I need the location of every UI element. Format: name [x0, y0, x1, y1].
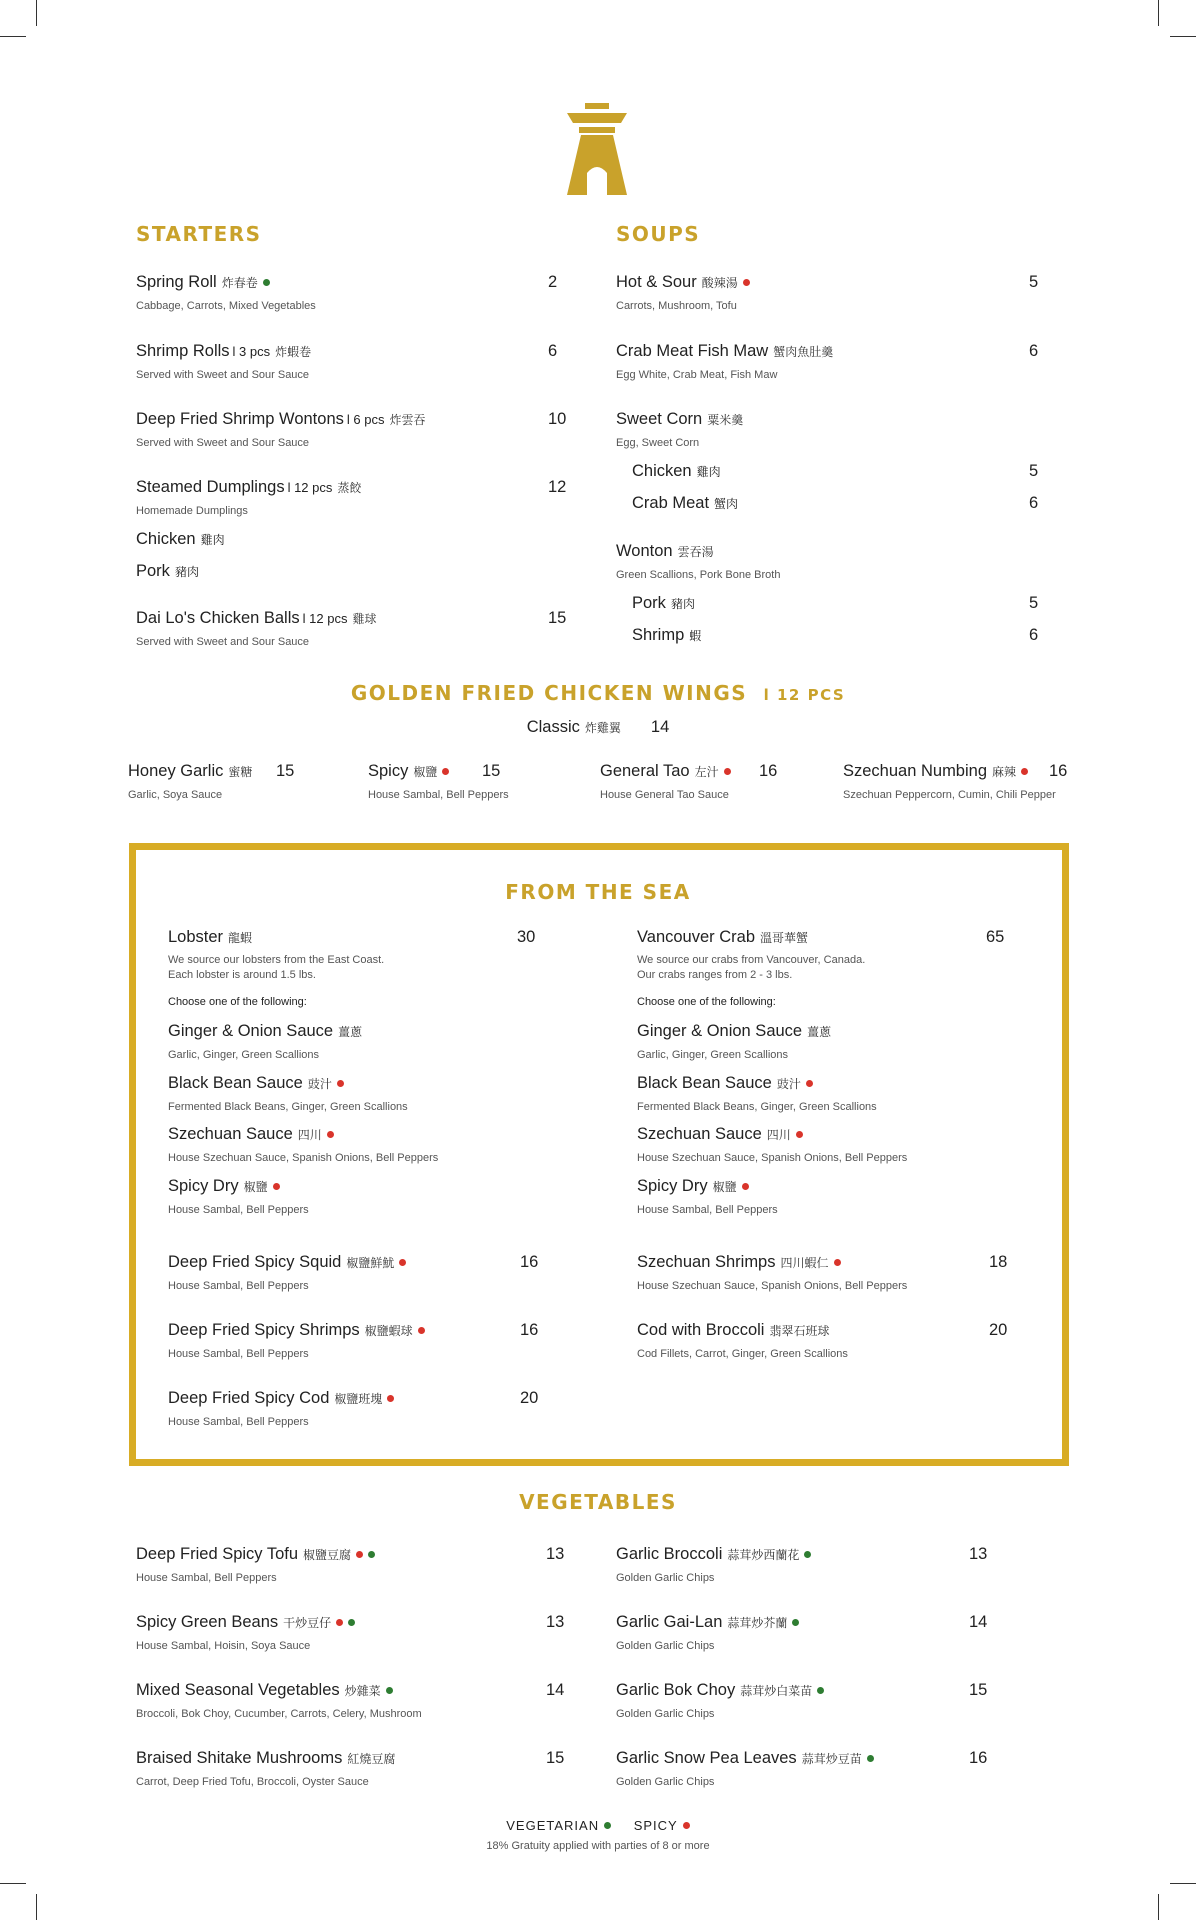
menu-item — [168, 1176, 309, 1217]
item-name: Shrimp Rolls — [136, 342, 230, 360]
menu-item — [136, 1680, 422, 1721]
vegetarian-dot-icon — [804, 1551, 811, 1558]
option-chinese-name: 雞肉 — [696, 465, 721, 479]
menu-item — [616, 1612, 799, 1653]
crop-mark — [1170, 1883, 1196, 1884]
menu-item — [136, 1612, 355, 1653]
item-chinese-name: 蒜茸炒西蘭花 — [727, 1548, 800, 1562]
item-price: 20 — [989, 1321, 1008, 1339]
item-price: 14 — [969, 1613, 988, 1631]
item-description: Fermented Black Beans, Ginger, Green Scallions — [637, 1101, 877, 1113]
item-description: House Sambal, Bell Peppers — [168, 1280, 309, 1292]
crop-mark — [0, 1883, 26, 1884]
item-name: Szechuan Sauce — [637, 1125, 762, 1143]
wings-pieces: l 12 PCS — [763, 686, 846, 704]
item-chinese-name: 麻辣 — [992, 765, 1017, 779]
item-price: 10 — [548, 410, 567, 428]
item-description: House Szechuan Sauce, Spanish Onions, Bell Peppers — [637, 1280, 908, 1292]
item-name-line — [136, 1612, 355, 1633]
item-chinese-name: 椒鹽 — [712, 1180, 737, 1194]
menu-item — [168, 1252, 406, 1293]
item-name-line — [616, 1612, 799, 1633]
menu-item — [637, 1073, 877, 1114]
item-name: Wonton — [616, 542, 673, 560]
item-price: 6 — [1029, 342, 1039, 360]
item-name: Ginger & Onion Sauce — [637, 1022, 803, 1040]
item-chinese-name: 炒雜菜 — [344, 1684, 381, 1698]
item-chinese-name: 干炒豆仔 — [283, 1616, 332, 1630]
item-chinese-name: 薑蔥 — [807, 1025, 832, 1039]
item-name: Garlic Snow Pea Leaves — [616, 1749, 797, 1767]
menu-item — [637, 1252, 907, 1293]
item-description: Cod Fillets, Carrot, Ginger, Green Scallions — [637, 1348, 848, 1360]
vegetarian-dot-icon — [867, 1755, 874, 1762]
item-name-line — [168, 1124, 438, 1145]
item-name-line — [637, 1073, 877, 1094]
spicy-dot-icon — [834, 1259, 841, 1266]
item-pieces: l 6 pcs — [346, 412, 385, 427]
menu-item — [616, 1680, 824, 1721]
item-chinese-name: 雞球 — [352, 612, 377, 626]
item-description: Garlic, Soya Sauce — [128, 789, 223, 801]
item-chinese-name: 溫哥華蟹 — [760, 931, 809, 945]
wings-heading — [0, 681, 1196, 705]
crop-mark — [1158, 0, 1159, 26]
item-description: House General Tao Sauce — [600, 789, 729, 801]
item-chinese-name: 蟹肉魚肚羹 — [773, 345, 834, 359]
item-price: 6 — [548, 342, 558, 360]
item-name: General Tao — [600, 762, 690, 780]
menu-item — [136, 409, 425, 450]
item-name-line — [168, 1320, 425, 1341]
item-name-line — [136, 1748, 395, 1769]
item-price: 16 — [520, 1253, 539, 1271]
option-price: 5 — [1029, 594, 1039, 612]
spicy-dot-icon — [743, 279, 750, 286]
item-name-line — [637, 1252, 907, 1273]
item-description: House Sambal, Bell Peppers — [136, 1572, 277, 1584]
spicy-dot-icon — [418, 1327, 425, 1334]
item-description: Golden Garlic Chips — [616, 1776, 715, 1788]
item-name-line — [168, 1388, 394, 1409]
menu-item — [616, 341, 833, 382]
item-description: House Sambal, Bell Peppers — [168, 1348, 309, 1360]
spicy-dot-icon — [724, 768, 731, 775]
starters-heading: STARTERS — [136, 222, 262, 246]
item-name: Honey Garlic — [128, 762, 224, 780]
menu-item — [616, 409, 743, 450]
item-chinese-name: 蒸餃 — [337, 481, 362, 495]
option-name-line — [632, 625, 701, 646]
option-name-line — [632, 461, 721, 482]
menu-item — [136, 272, 316, 313]
item-description: Our crabs ranges from 2 - 3 lbs. — [637, 969, 793, 981]
menu-item — [168, 1320, 425, 1361]
item-chinese-name: 四川 — [766, 1128, 791, 1142]
item-description: Fermented Black Beans, Ginger, Green Scallions — [168, 1101, 408, 1113]
item-description: Egg, Sweet Corn — [616, 437, 700, 449]
menu-item — [128, 761, 252, 802]
vegetarian-dot-icon — [368, 1551, 375, 1558]
item-name-line — [637, 927, 865, 948]
wings-classic — [0, 717, 1196, 738]
item-chinese-name: 炸春卷 — [221, 276, 258, 290]
item-price: 12 — [548, 478, 567, 496]
soups-heading: SOUPS — [616, 222, 701, 246]
legend — [0, 1818, 1196, 1833]
item-name-line — [168, 1252, 406, 1273]
item-description: House Sambal, Bell Peppers — [168, 1416, 309, 1428]
item-price: 13 — [546, 1545, 565, 1563]
item-name: Vancouver Crab — [637, 928, 756, 946]
item-price: 16 — [1049, 762, 1068, 780]
item-name: Braised Shitake Mushrooms — [136, 1749, 343, 1767]
menu-item — [616, 1544, 811, 1585]
crop-mark — [36, 1894, 37, 1920]
item-chinese-name: 椒鹽班塊 — [334, 1392, 383, 1406]
item-description: Szechuan Peppercorn, Cumin, Chili Pepper — [843, 789, 1056, 801]
gratuity-note: 18% Gratuity applied with parties of 8 or more — [486, 1840, 710, 1852]
vegetarian-dot-icon — [792, 1619, 799, 1626]
vegetarian-dot-icon — [386, 1687, 393, 1694]
item-price: 20 — [520, 1389, 539, 1407]
item-description: Cabbage, Carrots, Mixed Vegetables — [136, 300, 316, 312]
item-name-line — [136, 608, 376, 629]
spicy-dot-icon — [742, 1183, 749, 1190]
item-name: Sweet Corn — [616, 410, 703, 428]
item-price: 16 — [520, 1321, 539, 1339]
spicy-dot-icon — [806, 1080, 813, 1087]
item-chinese-name: 紅燒豆腐 — [347, 1752, 396, 1766]
item-name-line — [136, 409, 425, 430]
legend-spicy: SPICY — [633, 1818, 678, 1833]
item-description: Broccoli, Bok Choy, Cucumber, Carrots, Celery, Mushroom — [136, 1708, 422, 1720]
item-description: Served with Sweet and Sour Sauce — [136, 369, 310, 381]
item-pieces: l 3 pcs — [232, 344, 271, 359]
option-chinese-name: 雞肉 — [200, 533, 225, 547]
item-name: Szechuan Numbing — [843, 762, 988, 780]
item-price: 13 — [969, 1545, 988, 1563]
item-description: House Szechuan Sauce, Spanish Onions, Bell Peppers — [168, 1152, 439, 1164]
spicy-dot-icon — [1021, 768, 1028, 775]
spicy-dot-icon — [387, 1395, 394, 1402]
spicy-dot-icon — [327, 1131, 334, 1138]
item-description: House Sambal, Hoisin, Soya Sauce — [136, 1640, 311, 1652]
item-description: Carrot, Deep Fried Tofu, Broccoli, Oyster Sauce — [136, 1776, 369, 1788]
item-price: 15 — [276, 762, 295, 780]
menu-item — [843, 761, 1056, 802]
option-price: 6 — [1029, 626, 1039, 644]
item-chinese-name: 蒜茸炒芥蘭 — [727, 1616, 788, 1630]
item-name: Crab Meat Fish Maw — [616, 342, 769, 360]
item-name: Deep Fried Spicy Cod — [168, 1389, 330, 1407]
sea-heading: FROM THE SEA — [505, 880, 691, 904]
item-description: Garlic, Ginger, Green Scallions — [637, 1049, 789, 1061]
item-name-line — [637, 1124, 907, 1145]
menu-item — [168, 1021, 362, 1062]
spicy-dot-icon — [796, 1131, 803, 1138]
option-name: Pork — [136, 562, 170, 580]
crop-mark — [36, 0, 37, 26]
item-name-line — [616, 541, 780, 562]
item-chinese-name: 四川蝦仁 — [780, 1256, 829, 1270]
menu-item — [637, 1124, 907, 1165]
menu-item — [136, 1544, 375, 1585]
item-chinese-name: 四川 — [297, 1128, 322, 1142]
item-chinese-name: 左汁 — [694, 765, 719, 779]
item-chinese-name: 炸蝦卷 — [275, 345, 312, 359]
item-chinese-name: 翡翠石班球 — [769, 1324, 830, 1338]
option-name-line — [632, 593, 695, 614]
item-pieces: l 12 pcs — [287, 480, 333, 495]
item-name-line — [616, 1748, 874, 1769]
item-chinese-name: 薑蔥 — [338, 1025, 363, 1039]
item-name-line — [616, 341, 833, 362]
item-name: Spicy Dry — [168, 1177, 239, 1195]
spicy-dot-icon — [337, 1080, 344, 1087]
item-price: 16 — [759, 762, 778, 780]
option-price: 5 — [1029, 462, 1039, 480]
item-price: 2 — [548, 273, 558, 291]
item-description: Garlic, Ginger, Green Scallions — [168, 1049, 320, 1061]
vegetables-heading: VEGETABLES — [519, 1490, 677, 1514]
item-name: Mixed Seasonal Vegetables — [136, 1681, 340, 1699]
item-price: 14 — [546, 1681, 565, 1699]
spicy-dot-icon — [683, 1822, 690, 1829]
menu-item — [616, 541, 780, 582]
item-name-line — [168, 1176, 309, 1197]
item-description: Egg White, Crab Meat, Fish Maw — [616, 369, 778, 381]
item-name: Dai Lo's Chicken Balls — [136, 609, 300, 627]
vegetarian-dot-icon — [348, 1619, 355, 1626]
item-name: Deep Fried Spicy Shrimps — [168, 1321, 360, 1339]
item-chinese-name: 蒜茸炒豆苗 — [801, 1752, 862, 1766]
item-name-line — [637, 1176, 778, 1197]
item-name-line — [616, 409, 743, 430]
option-chinese-name: 豬肉 — [174, 565, 199, 579]
item-name: Lobster — [168, 928, 224, 946]
item-description: Homemade Dumplings — [136, 505, 248, 517]
option-name: Chicken — [632, 462, 692, 480]
item-description: House Sambal, Bell Peppers — [168, 1204, 309, 1216]
item-price: 15 — [548, 609, 567, 627]
item-description: House Sambal, Bell Peppers — [368, 789, 509, 801]
item-chinese-name: 炸雲吞 — [389, 413, 426, 427]
item-price: 15 — [969, 1681, 988, 1699]
menu-item — [616, 1748, 874, 1789]
menu-item — [168, 927, 384, 982]
spicy-dot-icon — [336, 1619, 343, 1626]
option-name: Crab Meat — [632, 494, 710, 512]
menu-item — [136, 608, 376, 649]
item-name-line — [168, 1021, 362, 1042]
choose-label: Choose one of the following: — [637, 996, 776, 1008]
item-price: 5 — [1029, 273, 1039, 291]
spicy-dot-icon — [273, 1183, 280, 1190]
item-chinese-name: 雲吞湯 — [677, 545, 714, 559]
item-name-line — [616, 272, 750, 293]
item-name: Garlic Gai-Lan — [616, 1613, 723, 1631]
item-description: Each lobster is around 1.5 lbs. — [168, 969, 316, 981]
item-name-line — [136, 1680, 422, 1701]
option-name: Pork — [632, 594, 666, 612]
item-name: Spicy — [368, 762, 409, 780]
item-chinese-name: 粟米羹 — [707, 413, 744, 427]
item-name-line — [136, 1544, 375, 1565]
wings-classic-zh: 炸雞翼 — [584, 721, 621, 735]
item-price: 65 — [986, 928, 1005, 946]
choose-label: Choose one of the following: — [168, 996, 307, 1008]
menu-item — [168, 1073, 408, 1114]
item-name: Deep Fried Spicy Squid — [168, 1253, 342, 1271]
item-description: Golden Garlic Chips — [616, 1572, 715, 1584]
item-name-line — [168, 927, 384, 948]
spicy-dot-icon — [442, 768, 449, 775]
item-price: 15 — [546, 1749, 565, 1767]
menu-item — [136, 477, 361, 518]
item-description: Served with Sweet and Sour Sauce — [136, 636, 310, 648]
item-name: Cod with Broccoli — [637, 1321, 765, 1339]
option-name-line — [632, 493, 738, 514]
vegetarian-dot-icon — [817, 1687, 824, 1694]
item-name: Spicy Green Beans — [136, 1613, 279, 1631]
item-chinese-name: 豉汁 — [307, 1077, 332, 1091]
item-name: Black Bean Sauce — [168, 1074, 303, 1092]
item-price: 16 — [969, 1749, 988, 1767]
item-name-line — [136, 477, 361, 498]
item-price: 13 — [546, 1613, 565, 1631]
item-description: Golden Garlic Chips — [616, 1708, 715, 1720]
item-name: Deep Fried Shrimp Wontons — [136, 410, 344, 428]
item-name-line — [616, 1680, 824, 1701]
item-price: 15 — [482, 762, 501, 780]
spicy-dot-icon — [399, 1259, 406, 1266]
vegetarian-dot-icon — [263, 279, 270, 286]
item-description: Green Scallions, Pork Bone Broth — [616, 569, 781, 581]
item-chinese-name: 蜜糖 — [228, 765, 253, 779]
item-name: Steamed Dumplings — [136, 478, 285, 496]
option-chinese-name: 豬肉 — [670, 597, 695, 611]
item-name-line — [128, 761, 252, 782]
item-price: 18 — [989, 1253, 1008, 1271]
menu-item — [616, 272, 750, 313]
item-description: House Szechuan Sauce, Spanish Onions, Bell Peppers — [637, 1152, 908, 1164]
item-description: House Sambal, Bell Peppers — [637, 1204, 778, 1216]
wings-title: GOLDEN FRIED CHICKEN WINGS — [350, 681, 748, 705]
item-name-line — [616, 1544, 811, 1565]
crop-mark — [1158, 1894, 1159, 1920]
item-name: Szechuan Sauce — [168, 1125, 293, 1143]
item-name-line — [843, 761, 1056, 782]
option-chinese-name: 蝦 — [689, 629, 702, 643]
item-chinese-name: 椒鹽鮮魷 — [346, 1256, 395, 1270]
item-name: Hot & Sour — [616, 273, 697, 291]
item-pieces: l 12 pcs — [302, 611, 348, 626]
item-chinese-name: 椒鹽 — [413, 765, 438, 779]
item-chinese-name: 蒜茸炒白菜苗 — [740, 1684, 813, 1698]
item-name: Ginger & Onion Sauce — [168, 1022, 334, 1040]
item-name: Garlic Broccoli — [616, 1545, 723, 1563]
item-name: Szechuan Shrimps — [637, 1253, 776, 1271]
crop-mark — [1170, 36, 1196, 37]
gate-tower-logo-icon — [565, 103, 629, 195]
menu-item — [600, 761, 731, 802]
item-description: We source our crabs from Vancouver, Canada. — [637, 954, 866, 966]
option-chinese-name: 蟹肉 — [714, 497, 739, 511]
item-name-line — [136, 341, 311, 362]
item-name-line — [637, 1021, 831, 1042]
menu-item — [136, 341, 311, 382]
item-description: Carrots, Mushroom, Tofu — [616, 300, 737, 312]
legend-vegetarian: VEGETARIAN — [506, 1818, 600, 1833]
item-description: Golden Garlic Chips — [616, 1640, 715, 1652]
item-name: Spicy Dry — [637, 1177, 708, 1195]
item-description: Served with Sweet and Sour Sauce — [136, 437, 310, 449]
item-name: Black Bean Sauce — [637, 1074, 772, 1092]
option-name-line — [136, 561, 199, 582]
item-name-line — [637, 1320, 848, 1341]
item-chinese-name: 龍蝦 — [228, 931, 253, 945]
item-name-line — [136, 272, 316, 293]
menu-item — [637, 1176, 778, 1217]
item-chinese-name: 椒鹽蝦球 — [364, 1324, 413, 1338]
menu-item — [168, 1388, 394, 1429]
item-description: We source our lobsters from the East Coast. — [168, 954, 385, 966]
item-name-line — [168, 1073, 408, 1094]
option-price: 6 — [1029, 494, 1039, 512]
option-name: Shrimp — [632, 626, 685, 644]
option-name: Chicken — [136, 530, 196, 548]
option-name-line — [136, 529, 225, 550]
item-name: Spring Roll — [136, 273, 217, 291]
item-chinese-name: 豉汁 — [776, 1077, 801, 1091]
wings-classic-name: Classic — [526, 718, 580, 736]
menu-item — [637, 1021, 831, 1062]
menu-item — [136, 1748, 395, 1789]
item-price: 30 — [517, 928, 536, 946]
item-name: Garlic Bok Choy — [616, 1681, 736, 1699]
vegetarian-dot-icon — [604, 1822, 611, 1829]
wings-classic-price: 14 — [650, 718, 670, 736]
item-name: Deep Fried Spicy Tofu — [136, 1545, 299, 1563]
item-chinese-name: 酸辣湯 — [701, 276, 738, 290]
item-chinese-name: 椒鹽 — [243, 1180, 268, 1194]
menu-item — [637, 1320, 848, 1361]
item-name-line — [600, 761, 731, 782]
crop-mark — [0, 36, 26, 37]
menu-item — [168, 1124, 438, 1165]
item-chinese-name: 椒鹽豆腐 — [303, 1548, 352, 1562]
spicy-dot-icon — [356, 1551, 363, 1558]
menu-item — [637, 927, 865, 982]
